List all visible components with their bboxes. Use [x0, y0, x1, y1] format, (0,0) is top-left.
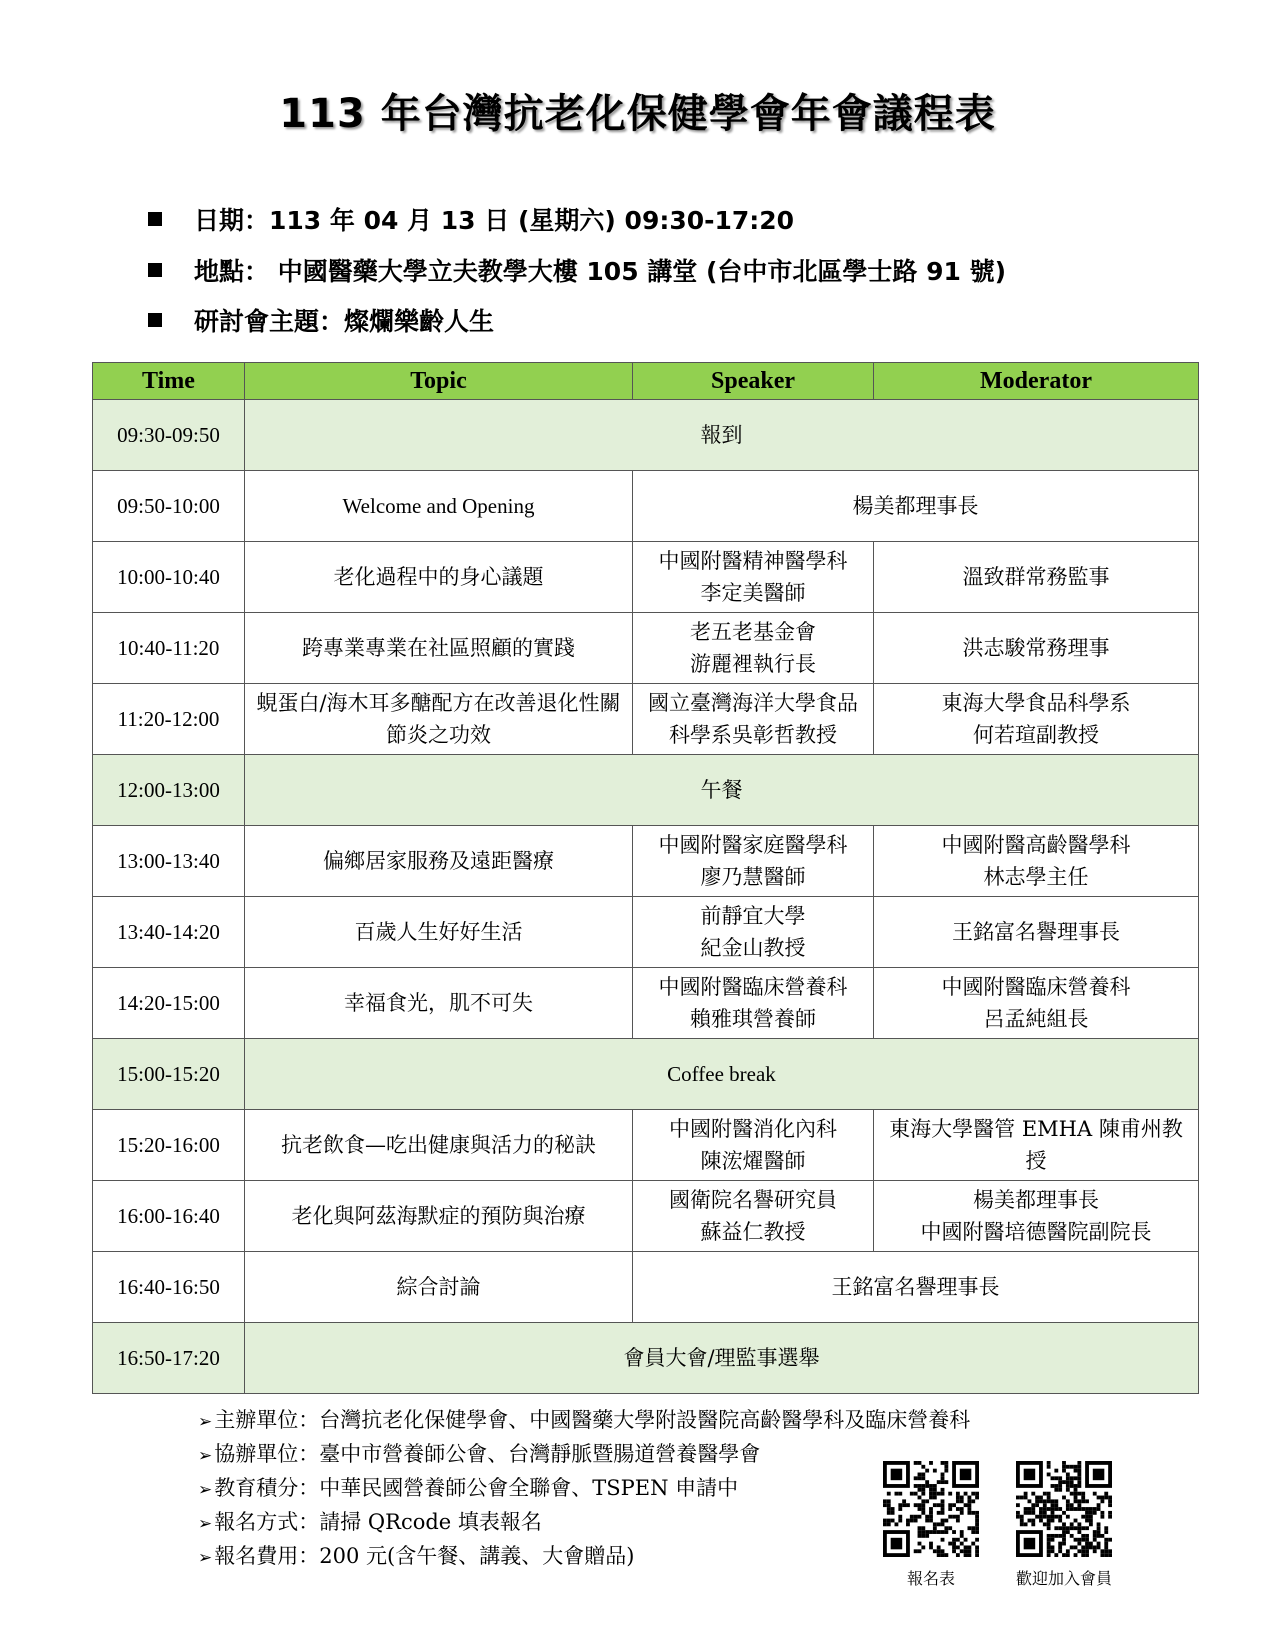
header-speaker: Speaker: [633, 363, 874, 400]
footer-line: [198, 1404, 970, 1438]
footer-text: 報名費用：200 元(含午餐、講義、大會贈品): [214, 1544, 635, 1568]
footer-notes: [198, 1404, 970, 1574]
table-row: [93, 684, 1199, 755]
table-row: [93, 400, 1199, 471]
page-title: 113 年台灣抗老化保健學會年會議程表: [279, 91, 996, 137]
header-moderator: Moderator: [874, 363, 1199, 400]
footer-line: [198, 1472, 970, 1506]
arrow-bullet-icon: ➢: [198, 1412, 213, 1432]
square-bullet-icon: [148, 263, 162, 277]
theme-text: 研討會主題：燦爛樂齡人生: [194, 307, 495, 336]
topic-cell: 抗老飲食—吃出健康與活力的秘訣: [245, 1110, 633, 1181]
table-row: [93, 1181, 1199, 1252]
location-text: 地點： 中國醫藥大學立夫教學大樓 105 講堂 (台中市北區學士路 91 號): [194, 257, 1007, 286]
time-cell: 10:00-10:40: [93, 542, 245, 613]
speaker-cell: 國立臺灣海洋大學食品科學系吳彰哲教授: [633, 684, 874, 755]
header-time: Time: [93, 363, 245, 400]
time-cell: 15:00-15:20: [93, 1039, 245, 1110]
table-row: [93, 1039, 1199, 1110]
moderator-cell: 楊美都理事長 中國附醫培德醫院副院長: [874, 1181, 1199, 1252]
square-bullet-icon: [148, 212, 162, 226]
membership-qr-code[interactable]: [1016, 1461, 1112, 1557]
session-span-cell: 會員大會/理監事選舉: [245, 1323, 1199, 1394]
footer-text: 教育積分：中華民國營養師公會全聯會、TSPEN 申請中: [214, 1476, 739, 1500]
arrow-bullet-icon: ➢: [198, 1548, 213, 1568]
table-row: [93, 968, 1199, 1039]
table-row: [93, 897, 1199, 968]
time-cell: 12:00-13:00: [93, 755, 245, 826]
topic-cell: 幸福食光，肌不可失: [245, 968, 633, 1039]
footer-line: [198, 1540, 970, 1574]
time-cell: 15:20-16:00: [93, 1110, 245, 1181]
table-row: [93, 826, 1199, 897]
topic-cell: 綜合討論: [245, 1252, 633, 1323]
time-cell: 13:00-13:40: [93, 826, 245, 897]
time-cell: 09:30-09:50: [93, 400, 245, 471]
topic-cell: 偏鄉居家服務及遠距醫療: [245, 826, 633, 897]
moderator-cell: 中國附醫高齡醫學科 林志學主任: [874, 826, 1199, 897]
time-cell: 16:50-17:20: [93, 1323, 245, 1394]
qr-caption-membership: 歡迎加入會員: [1015, 1569, 1112, 1588]
square-bullet-icon: [148, 313, 162, 327]
header-topic: Topic: [245, 363, 633, 400]
moderator-cell: 王銘富名譽理事長: [874, 897, 1199, 968]
time-cell: 14:20-15:00: [93, 968, 245, 1039]
moderator-cell: 東海大學醫管 EMHA 陳甫州教授: [874, 1110, 1199, 1181]
footer-text: 協辦單位：臺中市營養師公會、台灣靜脈暨腸道營養醫學會: [214, 1442, 761, 1466]
time-cell: 09:50-10:00: [93, 471, 245, 542]
table-row: [93, 471, 1199, 542]
speaker-cell: 中國附醫家庭醫學科 廖乃慧醫師: [633, 826, 874, 897]
info-theme: [148, 302, 494, 338]
footer-line: [198, 1506, 970, 1540]
speaker-cell: 中國附醫精神醫學科 李定美醫師: [633, 542, 874, 613]
moderator-cell: 中國附醫臨床營養科 呂孟純組長: [874, 968, 1199, 1039]
time-cell: 16:40-16:50: [93, 1252, 245, 1323]
session-span-cell: 報到: [245, 400, 1199, 471]
arrow-bullet-icon: ➢: [198, 1446, 213, 1466]
qr-caption-registration: 報名表: [906, 1569, 955, 1588]
time-cell: 16:00-16:40: [93, 1181, 245, 1252]
table-row: [93, 542, 1199, 613]
speaker-cell: 中國附醫消化內科 陳浤燿醫師: [633, 1110, 874, 1181]
speaker-moderator-cell: 王銘富名譽理事長: [633, 1252, 1199, 1323]
arrow-bullet-icon: ➢: [198, 1480, 213, 1500]
moderator-cell: 洪志駿常務理事: [874, 613, 1199, 684]
table-row: [93, 755, 1199, 826]
moderator-cell: 溫致群常務監事: [874, 542, 1199, 613]
arrow-bullet-icon: ➢: [198, 1514, 213, 1534]
speaker-moderator-cell: 楊美都理事長: [633, 471, 1199, 542]
table-row: [93, 1252, 1199, 1323]
table-header-row: [93, 363, 1199, 400]
session-span-cell: 午餐: [245, 755, 1199, 826]
speaker-cell: 中國附醫臨床營養科 賴雅琪營養師: [633, 968, 874, 1039]
footer-line: [198, 1438, 970, 1472]
time-cell: 10:40-11:20: [93, 613, 245, 684]
speaker-cell: 前靜宜大學 紀金山教授: [633, 897, 874, 968]
topic-cell: 百歲人生好好生活: [245, 897, 633, 968]
date-text: 日期：113 年 04 月 13 日 (星期六) 09:30-17:20: [194, 206, 795, 235]
topic-cell: 老化過程中的身心議題: [245, 542, 633, 613]
info-date: [148, 201, 794, 237]
topic-cell: 蜆蛋白/海木耳多醣配方在改善退化性關節炎之功效: [245, 684, 633, 755]
registration-qr-code[interactable]: [883, 1461, 979, 1557]
info-location: [148, 252, 1006, 288]
session-span-cell: Coffee break: [245, 1039, 1199, 1110]
time-cell: 11:20-12:00: [93, 684, 245, 755]
footer-text: 報名方式：請掃 QRcode 填表報名: [214, 1510, 542, 1534]
time-cell: 13:40-14:20: [93, 897, 245, 968]
moderator-cell: 東海大學食品科學系 何若瑄副教授: [874, 684, 1199, 755]
topic-cell: 跨專業專業在社區照顧的實踐: [245, 613, 633, 684]
topic-cell: 老化與阿茲海默症的預防與治療: [245, 1181, 633, 1252]
speaker-cell: 老五老基金會 游麗裡執行長: [633, 613, 874, 684]
agenda-table: [92, 362, 1199, 1394]
footer-text: 主辦單位：台灣抗老化保健學會、中國醫藥大學附設醫院高齡醫學科及臨床營養科: [214, 1408, 971, 1432]
speaker-cell: 國衛院名譽研究員 蘇益仁教授: [633, 1181, 874, 1252]
topic-cell: Welcome and Opening: [245, 471, 633, 542]
table-row: [93, 613, 1199, 684]
table-row: [93, 1323, 1199, 1394]
table-row: [93, 1110, 1199, 1181]
